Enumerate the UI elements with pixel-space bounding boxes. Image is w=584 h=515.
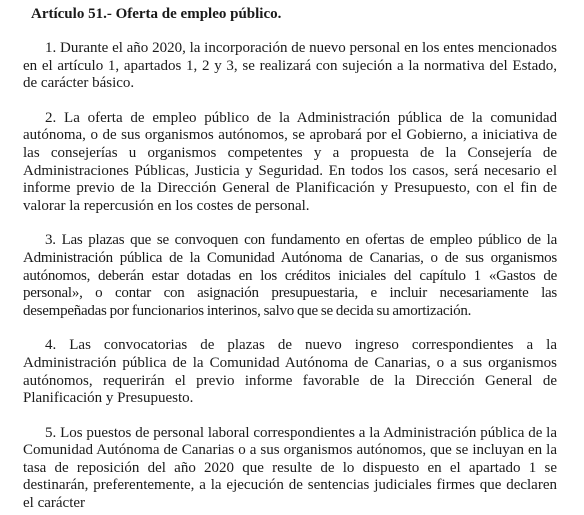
document-page xyxy=(23,0,557,513)
paragraph-2: 2. La oferta de empleo público de la Administración pública de la comunidad autónoma, o de sus organismos autónomos, se aprobará por el Gobierno, a iniciativa de las consejerías u organismos competentes y a propuesta de la Consejería de Administraciones Públicas, Justicia y Seguridad. En todos los casos, será necesario el informe previo de la Dirección General de Planificación y Presupuesto, con el fin de valorar la repercusión en los costes de personal. xyxy=(23,109,557,214)
article-title: Artículo 51.- Oferta de empleo público. xyxy=(31,6,282,22)
paragraph-1: 1. Durante el año 2020, la incorporación de nuevo personal en los entes mencionados en el artículo 1, apartados 1, 2 y 3, se realizará con sujeción a la normativa del Estado, de carácter básico. xyxy=(23,40,557,92)
paragraph-5: 5. Los puestos de personal laboral correspondientes a la Administración pública de la Comunidad Autónoma de Canarias o a sus organismos autónomos, que se incluyan en la tasa de reposición del año 2020 que resulte de lo dispuesto en el apartado 1 se destinarán, preferentemente, a la ejecución de sentencias judiciales firmes que declaren el carácter xyxy=(23,424,557,512)
paragraph-4: 4. Las convocatorias de plazas de nuevo ingreso correspondientes a la Administración pública de la Comunidad Autónoma de Canarias, o a sus organismos autónomos, requerirán el previo informe favorable de la Dirección General de Planificación y Presupuesto. xyxy=(23,337,557,407)
paragraph-3: 3. Las plazas que se convoquen con fundamento en ofertas de empleo público de la Administración pública de la Comunidad Autónoma de Canarias, o de sus organismos autónomos, deberán estar dotadas en los créditos iniciales del capítulo 1 «Gastos de personal», o contar con asignación presupuestaria, e incluir necesariamente las desempeñadas por funcionarios interinos, salvo que se decida su amortización. xyxy=(23,232,557,319)
